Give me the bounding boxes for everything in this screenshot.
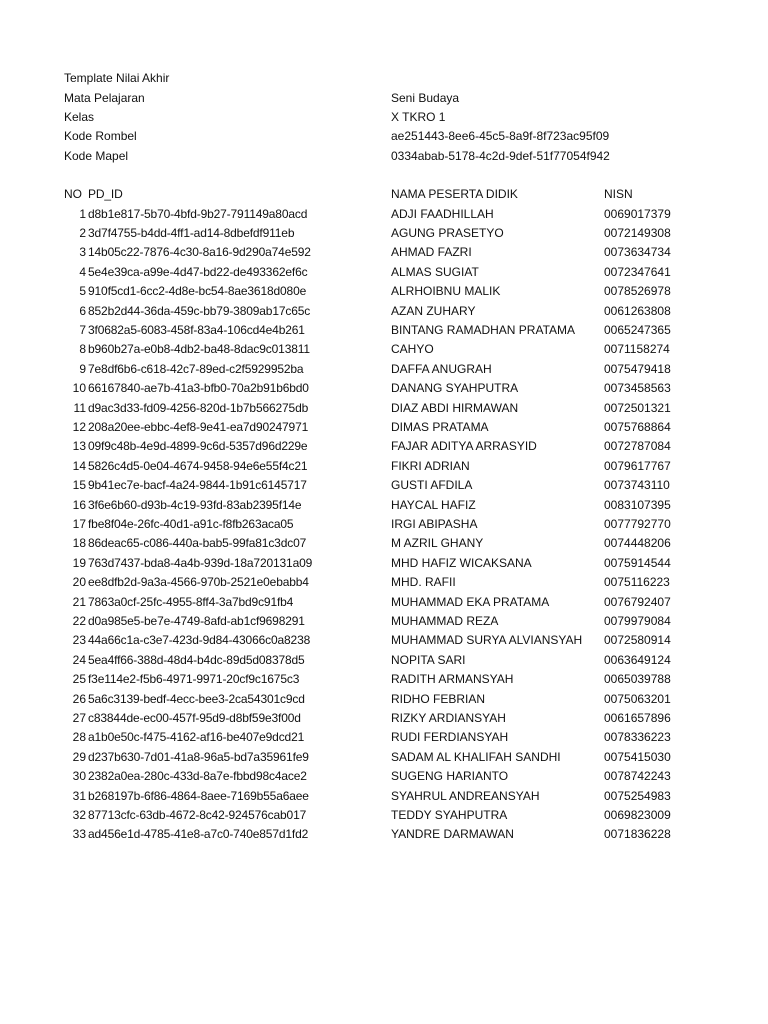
row-number: 7	[79, 322, 86, 337]
table-row	[0, 593, 768, 612]
row-pd-id: ad456e1d-4785-41e8-a7c0-740e857d1fd2	[88, 827, 309, 842]
row-nisn: 0075479418	[604, 361, 671, 376]
field-value-kode-rombel: ae251443-8ee6-45c5-8a9f-8f723ac95f09	[391, 129, 610, 143]
table-row	[0, 748, 768, 767]
row-number: 29	[72, 749, 86, 764]
field-label-kode-rombel: Kode Rombel	[64, 129, 137, 143]
row-pd-id: 3f0682a5-6083-458f-83a4-106cd4e4b261	[88, 322, 305, 337]
row-number: 31	[72, 788, 86, 803]
row-pd-id: 763d7437-bda8-4a4b-939d-18a720131a09	[88, 555, 313, 570]
table-row	[0, 263, 768, 282]
table-row	[0, 224, 768, 243]
row-student-name: AZAN ZUHARY	[391, 303, 476, 318]
row-number: 1	[79, 206, 86, 221]
row-nisn: 0078742243	[604, 769, 671, 784]
row-pd-id: 87713cfc-63db-4672-8c42-924576cab017	[88, 807, 307, 822]
row-nisn: 0072787084	[604, 439, 671, 454]
row-number: 28	[72, 730, 86, 745]
row-number: 18	[72, 536, 86, 551]
row-nisn: 0075063201	[604, 691, 671, 706]
row-nisn: 0071836228	[604, 827, 671, 842]
column-header-nisn: NISN	[604, 187, 633, 201]
field-row-mata-pelajaran	[0, 89, 768, 108]
row-student-name: ALMAS SUGIAT	[391, 264, 479, 279]
row-nisn: 0072347641	[604, 264, 671, 279]
row-pd-id: 5826c4d5-0e04-4674-9458-94e6e55f4c21	[88, 458, 308, 473]
row-nisn: 0075116223	[604, 575, 670, 590]
row-pd-id: a1b0e50c-f475-4162-af16-be407e9dcd21	[88, 730, 305, 745]
row-pd-id: b268197b-6f86-4864-8aee-7169b55a6aee	[88, 788, 309, 803]
row-pd-id: d0a985e5-be7e-4749-8afd-ab1cf9698291	[88, 613, 305, 628]
row-nisn: 0075768864	[604, 419, 671, 434]
row-nisn: 0083107395	[604, 497, 671, 512]
row-nisn: 0075254983	[604, 788, 671, 803]
row-nisn: 0079979084	[604, 613, 671, 628]
column-header-pd-id: PD_ID	[88, 187, 123, 201]
table-row	[0, 631, 768, 650]
row-nisn: 0079617767	[604, 458, 671, 473]
document-title: Template Nilai Akhir	[64, 71, 170, 85]
row-number: 17	[72, 516, 86, 531]
row-pd-id: 2382a0ea-280c-433d-8a7e-fbbd98c4ace2	[88, 769, 307, 784]
row-nisn: 0078336223	[604, 730, 671, 745]
row-pd-id: 3f6e6b60-d93b-4c19-93fd-83ab2395f14e	[88, 497, 302, 512]
row-pd-id: d237b630-7d01-41a8-96a5-bd7a35961fe9	[88, 749, 309, 764]
table-row	[0, 476, 768, 495]
row-number: 6	[79, 303, 86, 318]
field-value-kode-mapel: 0334abab-5178-4c2d-9def-51f77054f942	[391, 149, 610, 163]
table-row	[0, 573, 768, 592]
row-number: 25	[72, 672, 86, 687]
table-row	[0, 806, 768, 825]
row-nisn: 0069823009	[604, 807, 671, 822]
row-nisn: 0073458563	[604, 381, 671, 396]
row-nisn: 0074448206	[604, 536, 671, 551]
row-pd-id: 44a66c1a-c3e7-423d-9d84-43066c0a8238	[88, 633, 311, 648]
row-student-name: ALRHOIBNU MALIK	[391, 284, 501, 299]
table-row	[0, 437, 768, 456]
row-student-name: MHD HAFIZ WICAKSANA	[391, 555, 532, 570]
row-student-name: RUDI FERDIANSYAH	[391, 730, 509, 745]
table-row	[0, 787, 768, 806]
field-value-kelas: X TKRO 1	[391, 110, 446, 124]
row-number: 32	[72, 807, 86, 822]
row-pd-id: 910f5cd1-6cc2-4d8e-bc54-8ae3618d080e	[88, 284, 307, 299]
row-pd-id: 5e4e39ca-a99e-4d47-bd22-de493362ef6c	[88, 264, 308, 279]
row-student-name: AHMAD FAZRI	[391, 245, 472, 260]
row-student-name: ADJI FAADHILLAH	[391, 206, 494, 221]
field-row-kelas	[0, 108, 768, 127]
table-row	[0, 321, 768, 340]
row-student-name: CAHYO	[391, 342, 434, 357]
table-row	[0, 670, 768, 689]
row-nisn: 0072580914	[604, 633, 671, 648]
row-pd-id: 09f9c48b-4e9d-4899-9c6d-5357d96d229e	[88, 439, 308, 454]
row-nisn: 0076792407	[604, 594, 671, 609]
row-pd-id: 7e8df6b6-c618-42c7-89ed-c2f5929952ba	[88, 361, 304, 376]
table-row	[0, 418, 768, 437]
row-pd-id: 66167840-ae7b-41a3-bfb0-70a2b91b6bd0	[88, 381, 309, 396]
row-pd-id: f3e114e2-f5b6-4971-9971-20cf9c1675c3	[88, 672, 300, 687]
row-nisn: 0072501321	[604, 400, 671, 415]
row-student-name: GUSTI AFDILA	[391, 478, 473, 493]
row-number: 14	[72, 458, 86, 473]
table-row	[0, 651, 768, 670]
row-student-name: MUHAMMAD EKA PRATAMA	[391, 594, 550, 609]
row-nisn: 0063649124	[604, 652, 671, 667]
row-nisn: 0071158274	[604, 342, 670, 357]
row-student-name: DAFFA ANUGRAH	[391, 361, 492, 376]
row-student-name: YANDRE DARMAWAN	[391, 827, 514, 842]
column-header-no: NO	[64, 187, 82, 201]
table-row	[0, 534, 768, 553]
row-number: 5	[79, 284, 86, 299]
table-row	[0, 709, 768, 728]
row-student-name: BINTANG RAMADHAN PRATAMA	[391, 322, 576, 337]
row-student-name: SUGENG HARIANTO	[391, 769, 509, 784]
table-row	[0, 302, 768, 321]
table-row	[0, 360, 768, 379]
row-nisn: 0077792770	[604, 516, 671, 531]
table-row	[0, 728, 768, 747]
row-pd-id: d8b1e817-5b70-4bfd-9b27-791149a80acd	[88, 206, 308, 221]
row-pd-id: 86deac65-c086-440a-bab5-99fa81c3dc07	[88, 536, 307, 551]
row-number: 20	[72, 575, 86, 590]
row-nisn: 0061263808	[604, 303, 671, 318]
column-header-nama: NAMA PESERTA DIDIK	[391, 187, 518, 201]
row-pd-id: 5a6c3139-bedf-4ecc-bee3-2ca54301c9cd	[88, 691, 305, 706]
row-pd-id: 7863a0cf-25fc-4955-8ff4-3a7bd9c91fb4	[88, 594, 294, 609]
row-pd-id: 5ea4ff66-388d-48d4-b4dc-89d5d08378d5	[88, 652, 305, 667]
row-number: 11	[73, 400, 86, 415]
row-number: 23	[72, 633, 86, 648]
row-pd-id: 852b2d44-36da-459c-bb79-3809ab17c65c	[88, 303, 311, 318]
row-student-name: FIKRI ADRIAN	[391, 458, 470, 473]
table-row	[0, 457, 768, 476]
row-student-name: RIZKY ARDIANSYAH	[391, 710, 506, 725]
field-row-kode-rombel	[0, 127, 768, 146]
row-student-name: DIMAS PRATAMA	[391, 419, 489, 434]
row-student-name: AGUNG PRASETYO	[391, 225, 504, 240]
row-student-name: MUHAMMAD REZA	[391, 613, 499, 628]
row-student-name: M AZRIL GHANY	[391, 536, 484, 551]
field-row-kode-mapel	[0, 147, 768, 166]
row-pd-id: c83844de-ec00-457f-95d9-d8bf59e3f00d	[88, 710, 301, 725]
row-number: 30	[72, 769, 86, 784]
row-student-name: MHD. RAFII	[391, 575, 456, 590]
row-pd-id: d9ac3d33-fd09-4256-820d-1b7b566275db	[88, 400, 309, 415]
row-student-name: HAYCAL HAFIZ	[391, 497, 476, 512]
row-student-name: TEDDY SYAHPUTRA	[391, 807, 508, 822]
field-label-kode-mapel: Kode Mapel	[64, 149, 129, 163]
row-number: 24	[72, 652, 86, 667]
table-row	[0, 554, 768, 573]
row-pd-id: ee8dfb2d-9a3a-4566-970b-2521e0ebabb4	[88, 575, 309, 590]
row-number: 21	[72, 594, 86, 609]
table-row	[0, 612, 768, 631]
table-header-row	[0, 185, 768, 204]
row-number: 27	[72, 710, 86, 725]
table-row	[0, 205, 768, 224]
row-nisn: 0073743110	[604, 478, 670, 493]
row-pd-id: 9b41ec7e-bacf-4a24-9844-1b91c6145717	[88, 478, 307, 493]
row-pd-id: fbe8f04e-26fc-40d1-a91c-f8fb263aca05	[88, 516, 294, 531]
table-row	[0, 690, 768, 709]
row-number: 26	[72, 691, 86, 706]
row-student-name: FAJAR ADITYA ARRASYID	[391, 439, 537, 454]
row-nisn: 0065247365	[604, 322, 671, 337]
row-number: 15	[72, 478, 86, 493]
row-nisn: 0078526978	[604, 284, 671, 299]
table-row	[0, 282, 768, 301]
row-nisn: 0075914544	[604, 555, 671, 570]
row-student-name: MUHAMMAD SURYA ALVIANSYAH	[391, 633, 583, 648]
row-pd-id: 208a20ee-ebbc-4ef8-9e41-ea7d90247971	[88, 419, 309, 434]
row-number: 19	[72, 555, 86, 570]
row-pd-id: 14b05c22-7876-4c30-8a16-9d290a74e592	[88, 245, 311, 260]
document-title-row	[0, 69, 768, 88]
row-student-name: IRGI ABIPASHA	[391, 516, 478, 531]
row-pd-id: 3d7f4755-b4dd-4ff1-ad14-8dbefdf911eb	[88, 225, 295, 240]
row-pd-id: b960b27a-e0b8-4db2-ba48-8dac9c013811	[88, 342, 310, 357]
row-number: 12	[72, 419, 86, 434]
field-value-mata-pelajaran: Seni Budaya	[391, 91, 460, 105]
row-nisn: 0075415030	[604, 749, 671, 764]
row-student-name: SADAM AL KHALIFAH SANDHI	[391, 749, 561, 764]
row-student-name: SYAHRUL ANDREANSYAH	[391, 788, 540, 803]
row-number: 3	[79, 245, 86, 260]
table-row	[0, 767, 768, 786]
row-nisn: 0061657896	[604, 710, 671, 725]
row-number: 22	[72, 613, 86, 628]
row-nisn: 0069017379	[604, 206, 671, 221]
row-number: 13	[72, 439, 86, 454]
row-nisn: 0065039788	[604, 672, 671, 687]
row-student-name: DANANG SYAHPUTRA	[391, 381, 519, 396]
row-student-name: DIAZ ABDI HIRMAWAN	[391, 400, 519, 415]
row-number: 10	[72, 381, 86, 396]
table-row	[0, 825, 768, 844]
table-row	[0, 243, 768, 262]
table-row	[0, 496, 768, 515]
field-label-mata-pelajaran: Mata Pelajaran	[64, 91, 145, 105]
table-row	[0, 340, 768, 359]
table-row	[0, 379, 768, 398]
row-nisn: 0072149308	[604, 225, 671, 240]
row-number: 2	[79, 225, 86, 240]
table-row	[0, 515, 768, 534]
row-number: 16	[72, 497, 86, 512]
row-student-name: NOPITA SARI	[391, 652, 466, 667]
row-student-name: RIDHO FEBRIAN	[391, 691, 486, 706]
row-number: 4	[79, 264, 86, 279]
row-number: 9	[79, 361, 86, 376]
row-student-name: RADITH ARMANSYAH	[391, 672, 514, 687]
row-nisn: 0073634734	[604, 245, 671, 260]
table-row	[0, 399, 768, 418]
row-number: 8	[79, 342, 86, 357]
field-label-kelas: Kelas	[64, 110, 95, 124]
row-number: 33	[72, 827, 86, 842]
